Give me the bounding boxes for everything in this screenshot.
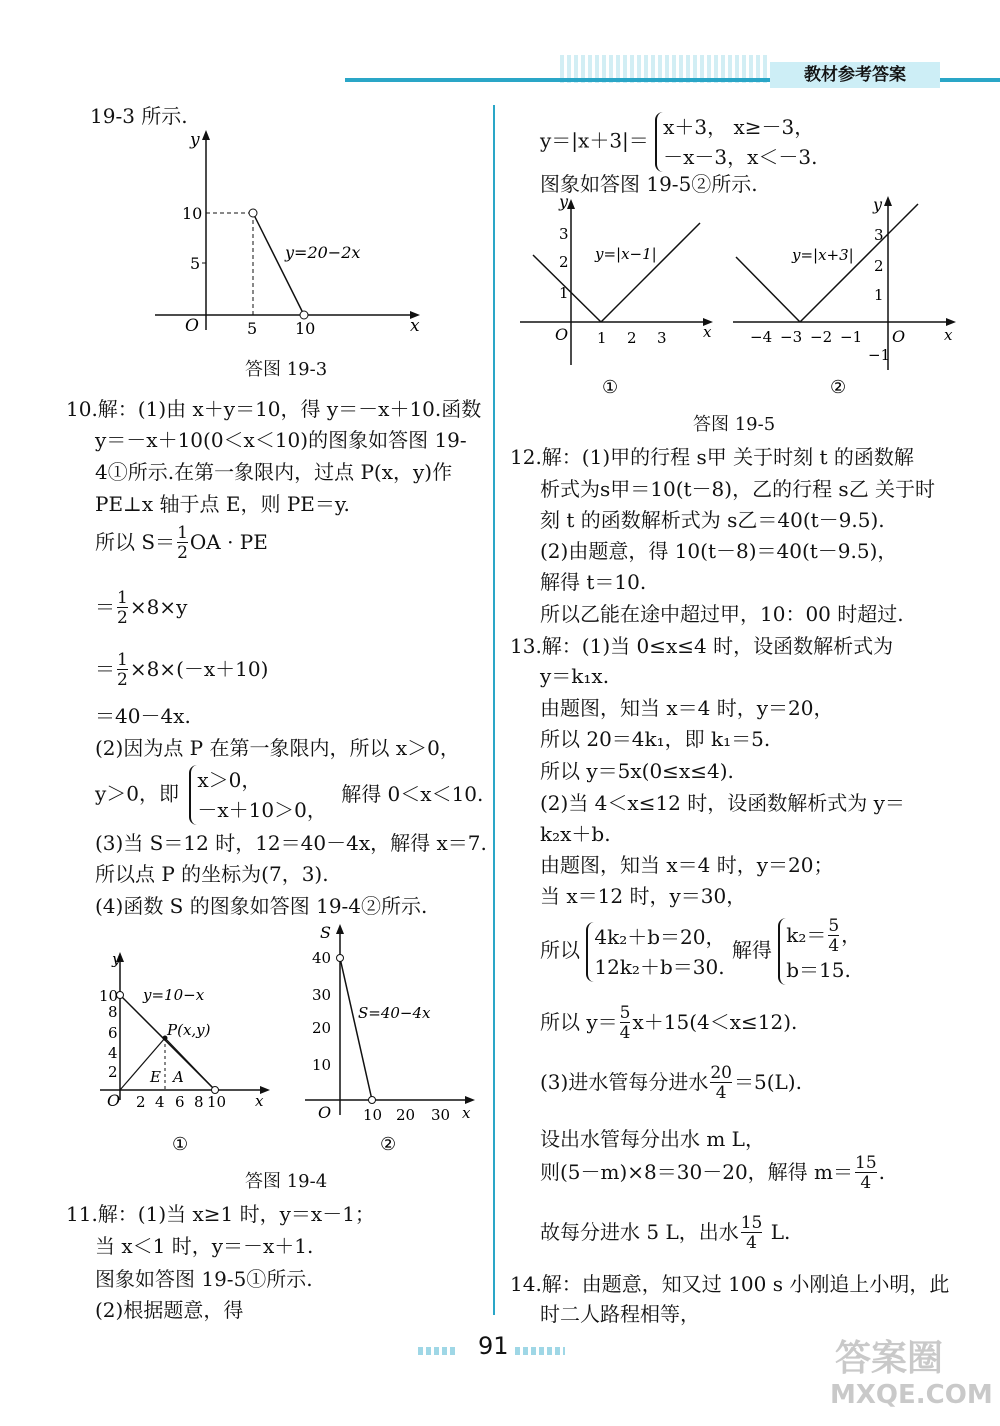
text-line: 所以 y＝ $\frac{5}{4}$ x＋15(4＜x≤12). bbox=[540, 1003, 798, 1043]
origin-label: O bbox=[318, 1103, 332, 1122]
y-axis-label: S bbox=[320, 923, 331, 942]
text-line: (3)进水管每分进水 $\frac{20}{4}$ ＝5(L). bbox=[540, 1063, 802, 1103]
text-line: ＝ $\frac{1}{2}$ ×8×y bbox=[95, 588, 188, 628]
tick-label: 10 bbox=[182, 204, 203, 223]
tick-label: −2 bbox=[810, 328, 833, 346]
x-axis-label: x bbox=[944, 326, 953, 344]
tick-label: 2 bbox=[108, 1063, 118, 1081]
text-line: y＝k₁x. bbox=[540, 664, 610, 688]
origin-label: O bbox=[185, 316, 199, 336]
text-line: 19-3 所示. bbox=[90, 104, 188, 128]
page-number: 91 bbox=[478, 1332, 509, 1360]
tick-label: 2 bbox=[874, 257, 884, 275]
x-axis-label: x bbox=[462, 1104, 471, 1122]
tick-label: 30 bbox=[431, 1106, 451, 1124]
text-line: 则(5－m)×8＝30－20，解得 m＝ $\frac{15}{4}$ . bbox=[540, 1153, 885, 1193]
text-line: y＝－x＋10(0＜x＜10)的图象如答图 19- bbox=[95, 428, 467, 452]
section-title: 教材参考答案 bbox=[770, 62, 940, 88]
text-line: 所以乙能在途中超过甲，10：00 时超过. bbox=[540, 602, 904, 626]
tick-label: 5 bbox=[247, 319, 258, 338]
text-line: 解得 t＝10. bbox=[540, 570, 647, 594]
text-line: ＝ $\frac{1}{2}$ ×8×(－x＋10) bbox=[95, 650, 269, 690]
text-line: PE⊥x 轴于点 E，则 PE＝y. bbox=[95, 492, 350, 516]
y-axis-label: y bbox=[190, 130, 200, 150]
text-line: 所以 S＝ $\frac{1}{2}$ OA · PE bbox=[95, 523, 268, 563]
text-line: 11.解：(1)当 x≥1 时，y＝x－1； bbox=[66, 1202, 375, 1226]
tick-label: −4 bbox=[750, 328, 773, 346]
figure-19-4-1 bbox=[95, 950, 275, 1160]
tick-label: 10 bbox=[312, 1056, 332, 1074]
text-line: y＞0，即 x＞0， －x＋10＞0， 解得 0＜x＜10. bbox=[95, 765, 483, 825]
tick-label: 20 bbox=[396, 1106, 416, 1124]
figure-19-3 bbox=[140, 125, 430, 340]
tick-label: 1 bbox=[597, 329, 607, 347]
text-line: 所以 4k₂＋b＝20， 12k₂＋b＝30. 解得 k₂＝ $\frac{5}{4}$ ， b＝15. bbox=[540, 918, 861, 985]
tick-label: −1 bbox=[840, 328, 863, 346]
text-line: (3)当 S＝12 时，12＝40－4x，解得 x＝7. bbox=[95, 831, 487, 855]
tick-label: 6 bbox=[175, 1093, 185, 1111]
text-line: 4①所示.在第一象限内，过点 P(x，y)作 bbox=[95, 460, 453, 484]
subfigure-number: ① bbox=[602, 377, 619, 398]
subfigure-number: ② bbox=[830, 377, 847, 398]
text-line: 所以点 P 的坐标为(7，3). bbox=[95, 862, 329, 886]
origin-label: O bbox=[107, 1091, 121, 1110]
tick-label: 8 bbox=[108, 1003, 118, 1021]
tick-label: 30 bbox=[312, 986, 332, 1004]
text-line: 时二人路程相等， bbox=[540, 1302, 700, 1326]
subfigure-number: ② bbox=[380, 1134, 397, 1155]
tick-label: 3 bbox=[559, 225, 569, 243]
point-label: A bbox=[173, 1068, 184, 1086]
tick-label: 10 bbox=[99, 987, 119, 1005]
figure-19-5-1 bbox=[515, 195, 720, 405]
text-line: (2)当 4＜x≤12 时，设函数解析式为 y＝ bbox=[540, 791, 905, 815]
subfigure-number: ① bbox=[172, 1134, 189, 1155]
y-axis-label: y bbox=[873, 195, 883, 214]
text-line: 图象如答图 19-5①所示. bbox=[95, 1267, 313, 1291]
text-line: 析式为s甲＝10(t－8)，乙的行程 s乙 关于时 bbox=[540, 477, 936, 501]
text-line: (2)根据题意，得 bbox=[95, 1298, 244, 1322]
tick-label: 40 bbox=[312, 949, 332, 967]
tick-label: 2 bbox=[627, 329, 637, 347]
text-line: 14.解：由题意，知又过 100 s 小刚追上小明，此 bbox=[510, 1272, 950, 1296]
footer-decoration bbox=[418, 1347, 458, 1355]
tick-label: 10 bbox=[295, 319, 316, 338]
x-axis-label: x bbox=[410, 316, 420, 336]
text-line: 故每分进水 5 L，出水 $\frac{15}{4}$ L. bbox=[540, 1213, 791, 1253]
figure-19-5-2 bbox=[728, 190, 963, 405]
text-line: 当 x＝12 时，y＝30， bbox=[540, 884, 747, 908]
tick-label: 6 bbox=[108, 1024, 118, 1042]
figure-caption: 答图 19-4 bbox=[245, 1171, 328, 1192]
text-line: 所以 20＝4k₁，即 k₁＝5. bbox=[540, 727, 771, 751]
function-label: y=10−x bbox=[143, 986, 205, 1004]
tick-label: 4 bbox=[155, 1093, 165, 1111]
point-label: E bbox=[150, 1068, 161, 1086]
text-line: 13.解：(1)当 0≤x≤4 时，设函数解析式为 bbox=[510, 634, 894, 658]
text-line: 由题图，知当 x＝4 时，y＝20， bbox=[540, 696, 834, 720]
text-line: ＝40－4x. bbox=[95, 704, 191, 728]
tick-label: 10 bbox=[207, 1093, 227, 1111]
text-line: 所以 y＝5x(0≤x≤4). bbox=[540, 759, 734, 783]
tick-label: −1 bbox=[868, 346, 891, 364]
text-line: 刻 t 的函数解析式为 s乙＝40(t－9.5). bbox=[540, 508, 885, 532]
text-line: (2)由题意，得 10(t－8)＝40(t－9.5)， bbox=[540, 539, 898, 563]
text-line: y＝|x＋3|＝ x＋3， x≥－3， －x－3，x＜－3. bbox=[540, 112, 818, 172]
origin-label: O bbox=[555, 325, 569, 344]
watermark-url: MXQE.COM bbox=[830, 1380, 993, 1410]
text-line: k₂x＋b. bbox=[540, 822, 611, 846]
y-axis-label: y bbox=[112, 950, 121, 968]
x-axis-label: x bbox=[255, 1092, 264, 1110]
text-line: 12.解：(1)甲的行程 s甲 关于时刻 t 的函数解 bbox=[510, 445, 914, 469]
figure-caption: 答图 19-5 bbox=[693, 414, 776, 435]
text-line: (4)函数 S 的图象如答图 19-4②所示. bbox=[95, 894, 428, 918]
text-line: 10.解：(1)由 x＋y＝10，得 y＝－x＋10.函数 bbox=[66, 397, 482, 421]
text-line: 由题图，知当 x＝4 时，y＝20； bbox=[540, 853, 834, 877]
tick-label: −3 bbox=[780, 328, 803, 346]
x-axis-label: x bbox=[703, 323, 712, 341]
tick-label: 10 bbox=[363, 1106, 383, 1124]
function-label: S=40−4x bbox=[358, 1004, 431, 1022]
point-label: P(x,y) bbox=[167, 1021, 211, 1039]
text-line: (2)因为点 P 在第一象限内，所以 x＞0， bbox=[95, 736, 460, 760]
function-label: y=20−2x bbox=[285, 243, 361, 262]
tick-label: 8 bbox=[194, 1093, 204, 1111]
tick-label: 3 bbox=[657, 329, 667, 347]
watermark-logo: 答案圈 bbox=[835, 1338, 944, 1379]
footer-decoration bbox=[515, 1347, 565, 1355]
column-divider bbox=[493, 105, 495, 1315]
figure-19-4-2 bbox=[300, 920, 480, 1160]
tick-label: 1 bbox=[874, 286, 884, 304]
tick-label: 3 bbox=[874, 226, 884, 244]
tick-label: 2 bbox=[136, 1093, 146, 1111]
y-axis-label: y bbox=[559, 195, 569, 211]
function-label: y=|x−1| bbox=[595, 245, 657, 263]
function-label: y=|x+3| bbox=[792, 246, 854, 264]
tick-label: 2 bbox=[559, 253, 569, 271]
figure-caption: 答图 19-3 bbox=[245, 359, 328, 380]
origin-label: O bbox=[892, 327, 906, 346]
text-line: 图象如答图 19-5②所示. bbox=[540, 172, 758, 196]
tick-label: 1 bbox=[559, 284, 569, 302]
tick-label: 20 bbox=[312, 1019, 332, 1037]
tick-label: 4 bbox=[108, 1044, 118, 1062]
tick-label: 5 bbox=[190, 254, 201, 273]
text-line: 设出水管每分出水 m L， bbox=[540, 1127, 765, 1151]
text-line: 当 x＜1 时，y＝－x＋1. bbox=[95, 1234, 314, 1258]
